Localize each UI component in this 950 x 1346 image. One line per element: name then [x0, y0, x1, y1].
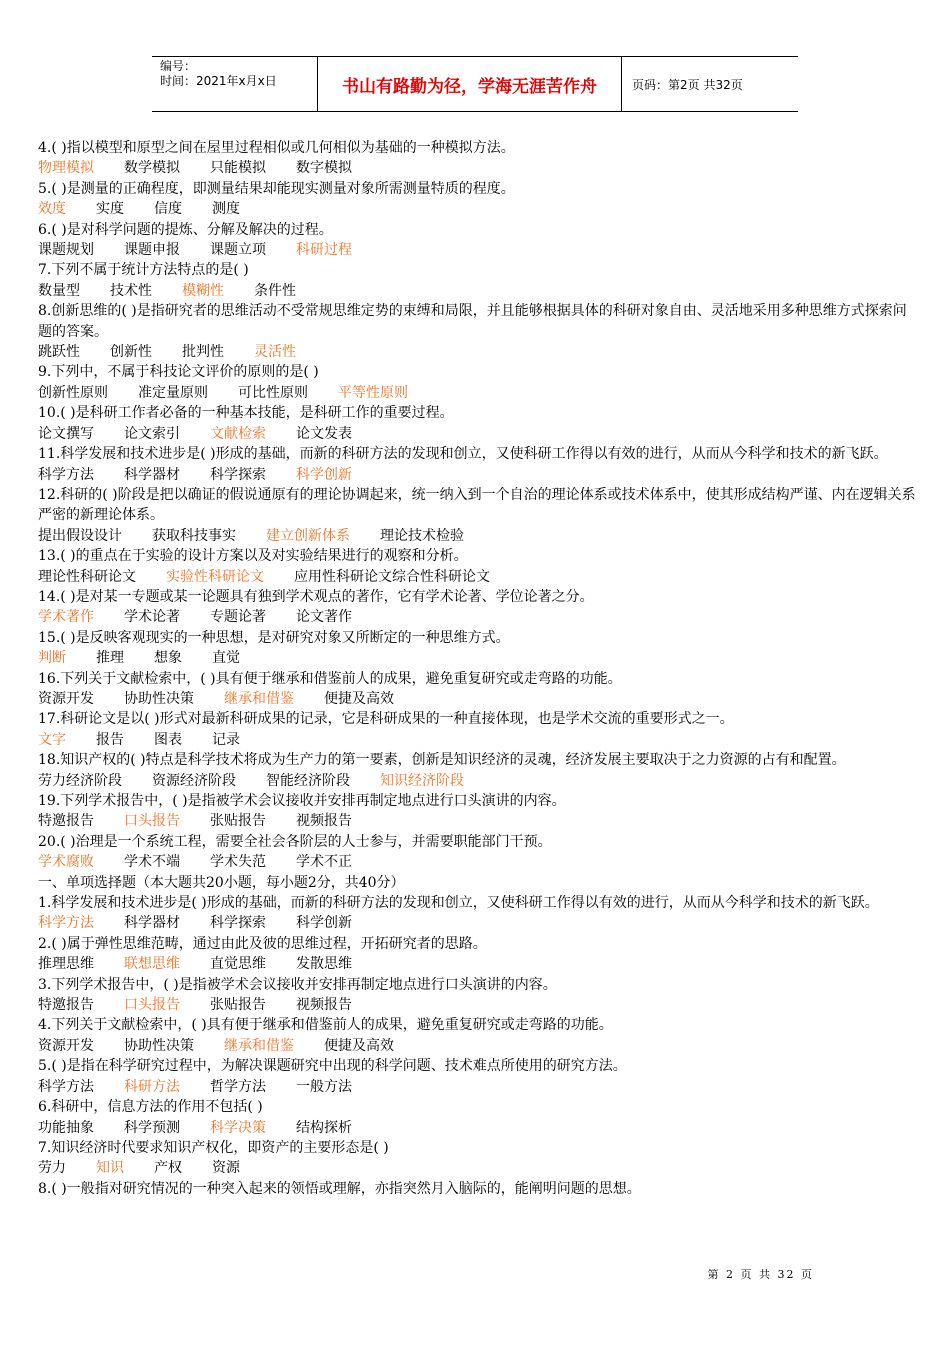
answer-option: 文献检索 — [210, 425, 266, 442]
option: 获取科技事实 — [152, 527, 236, 544]
answer-option: 科研过程 — [296, 242, 352, 259]
question-text: 8.创新思维的( )是指研究者的思维活动不受常规思维定势的束缚和局限，并且能够根据具体的科研对象自由、灵活地采用多种思维方式探索问题的答案。 — [38, 303, 907, 340]
option: 数字模拟 — [296, 160, 352, 177]
option-row — [38, 424, 918, 444]
answer-option: 科学方法 — [38, 915, 94, 932]
option: 条件性 — [254, 282, 296, 299]
option-row — [38, 771, 918, 791]
option-row — [38, 1118, 918, 1138]
option: 课题规划 — [38, 242, 94, 259]
answer-option: 文字 — [38, 731, 66, 748]
option: 一般方法 — [296, 1078, 352, 1095]
option: 发散思维 — [296, 956, 352, 973]
answer-option: 联想思维 — [124, 956, 180, 973]
answer-option: 学术著作 — [38, 609, 94, 626]
option: 学术不端 — [124, 854, 180, 871]
option: 可比性原则 — [238, 384, 308, 401]
option: 论文发表 — [296, 425, 352, 442]
option: 张贴报告 — [210, 997, 266, 1014]
answer-option: 科学创新 — [296, 466, 352, 483]
question-text: 7.下列不属于统计方法特点的是( ) — [38, 262, 249, 279]
answer-option: 判断 — [38, 650, 66, 667]
option: 报告 — [96, 731, 124, 748]
option-row — [38, 648, 918, 668]
option: 科学预测 — [124, 1119, 180, 1136]
option: 特邀报告 — [38, 813, 94, 830]
option: 资源经济阶段 — [152, 772, 236, 789]
question-text: 19.下列学术报告中，( )是指被学术会议接收并安排再制定地点进行口头演讲的内容。 — [38, 793, 566, 809]
option-row — [38, 995, 918, 1015]
page-info: 页码：第2页 共32页 — [632, 77, 743, 92]
option: 产权 — [154, 1160, 182, 1177]
option: 科学器材 — [124, 915, 180, 932]
page-footer: 第 2 页 共 32 页 — [707, 1268, 814, 1281]
question-text: 18.知识产权的( )特点是科学技术将成为生产力的第一要素，创新是知识经济的灵魂，经济发展主要取决于之力资源的占有和配置。 — [38, 752, 846, 769]
option: 学术不正 — [296, 854, 352, 871]
option: 便捷及高效 — [324, 690, 394, 707]
option: 科学探索 — [210, 466, 266, 483]
option: 理论性科研论文 — [38, 568, 136, 585]
answer-option: 效度 — [38, 201, 66, 218]
answer-option: 建立创新体系 — [266, 527, 350, 544]
option: 测度 — [212, 201, 240, 218]
answer-option: 继承和借鉴 — [224, 1037, 294, 1054]
option: 数学模拟 — [124, 160, 180, 177]
option-row — [38, 689, 918, 709]
option: 创新性 — [110, 344, 152, 361]
option-row — [38, 811, 918, 831]
option: 跳跃性 — [38, 344, 80, 361]
option-row — [38, 342, 918, 362]
question-text: 13.( )的重点在于实验的设计方案以及对实验结果进行的观察和分析。 — [38, 548, 468, 565]
option: 实度 — [96, 201, 124, 218]
question-text: 15.( )是反映客观现实的一种思想，是对研究对象又所断定的一种思维方式。 — [38, 629, 510, 646]
option: 协助性决策 — [124, 1037, 194, 1054]
option-row — [38, 607, 918, 627]
option: 科学器材 — [124, 466, 180, 483]
option: 信度 — [154, 201, 182, 218]
option: 技术性 — [110, 282, 152, 299]
option: 论文撰写 — [38, 425, 94, 442]
option: 直觉 — [212, 650, 240, 667]
question-text: 20.( )治理是一个系统工程，需要全社会各阶层的人士参与，并需要职能部门干预。 — [38, 833, 552, 850]
answer-option: 口头报告 — [124, 813, 180, 830]
option: 视频报告 — [296, 997, 352, 1014]
option: 资源开发 — [38, 690, 94, 707]
question-text: 5.( )是测量的正确程度，即测量结果却能现实测量对象所需测量特质的程度。 — [38, 180, 515, 197]
question-text: 4.下列关于文献检索中，( )具有便于继承和借鉴前人的成果，避免重复研究或走弯路的功能。 — [38, 1017, 613, 1034]
option: 专题论著 — [210, 609, 266, 626]
option: 资源 — [212, 1160, 240, 1177]
question-text: 6.( )是对科学问题的提炼、分解及解决的过程。 — [38, 221, 333, 238]
answer-option: 科研方法 — [124, 1078, 180, 1095]
option: 科学方法 — [38, 466, 94, 483]
option: 科学探索 — [210, 915, 266, 932]
answer-option: 模糊性 — [182, 282, 224, 299]
option-row — [38, 465, 918, 485]
option: 准定量原则 — [138, 384, 208, 401]
option-row — [38, 281, 918, 301]
option-row — [38, 1158, 918, 1178]
option: 资源开发 — [38, 1037, 94, 1054]
option: 结构探析 — [296, 1119, 352, 1136]
option: 理论技术检验 — [380, 527, 464, 544]
option: 学术失范 — [210, 854, 266, 871]
option: 劳力 — [38, 1160, 66, 1177]
question-list — [38, 138, 918, 1199]
question-text: 14.( )是对某一专题或某一论题具有独到学术观点的著作，它有学术论著、学位论著之分。 — [38, 588, 594, 605]
option: 记录 — [212, 731, 240, 748]
question-text: 6.科研中，信息方法的作用不包括( ) — [38, 1099, 263, 1116]
option: 推理思维 — [38, 956, 94, 973]
option: 哲学方法 — [210, 1078, 266, 1095]
option-row — [38, 852, 918, 872]
option-row — [38, 954, 918, 974]
option: 推理 — [96, 650, 124, 667]
answer-option: 继承和借鉴 — [224, 690, 294, 707]
motto: 书山有路勤为径，学海无涯苦作舟 — [318, 57, 622, 111]
header-meta — [152, 57, 318, 111]
answer-option: 平等性原则 — [338, 384, 408, 401]
option-row — [38, 1036, 918, 1056]
option: 科学创新 — [296, 915, 352, 932]
question-text: 4.( )指以模型和原型之间在屋里过程相似或几何相似为基础的一种模拟方法。 — [38, 140, 515, 156]
option: 功能抽象 — [38, 1119, 94, 1136]
option: 创新性原则 — [38, 384, 108, 401]
question-text: 17.科研论文是以( )形式对最新科研成果的记录，它是科研成果的一种直接体现，也是学术交流的重要形式之一。 — [38, 711, 734, 728]
answer-option: 知识 — [96, 1160, 124, 1177]
answer-option: 口头报告 — [124, 997, 180, 1014]
option: 劳力经济阶段 — [38, 772, 122, 789]
option: 论文著作 — [296, 609, 352, 626]
option: 论文索引 — [124, 425, 180, 442]
question-text: 2.( )属于弹性思维范畴，通过由此及彼的思维过程，开拓研究者的思路。 — [38, 935, 487, 952]
option-row — [38, 158, 918, 178]
question-text: 3.下列学术报告中，( )是指被学术会议接收并安排再制定地点进行口头演讲的内容。 — [38, 976, 557, 993]
question-text: 一、单项选择题（本大题共20小题，每小题2分，共40分） — [38, 874, 405, 891]
answer-option: 学术腐败 — [38, 854, 94, 871]
option: 数量型 — [38, 282, 80, 299]
option: 张贴报告 — [210, 813, 266, 830]
option-row — [38, 240, 918, 260]
question-text: 10.( )是科研工作者必备的一种基本技能，是科研工作的重要过程。 — [38, 405, 454, 422]
answer-option: 知识经济阶段 — [380, 772, 464, 789]
option-row — [38, 567, 918, 587]
option: 图表 — [154, 731, 182, 748]
option-row — [38, 1077, 918, 1097]
option: 批判性 — [182, 344, 224, 361]
answer-option: 科学决策 — [210, 1119, 266, 1136]
answer-option: 灵活性 — [254, 344, 296, 361]
option: 直觉思维 — [210, 956, 266, 973]
option: 提出假设设计 — [38, 527, 122, 544]
option-row — [38, 199, 918, 219]
option: 课题申报 — [124, 242, 180, 259]
question-text: 16.下列关于文献检索中，( )具有便于继承和借鉴前人的成果，避免重复研究或走弯路的功能。 — [38, 670, 622, 687]
option-row — [38, 913, 918, 933]
question-text: 11.科学发展和技术进步是( )形成的基础，而新的科研方法的发现和创立，又使科研工作得以有效的进行，从而从今科学和技术的新飞跃。 — [38, 446, 888, 463]
time-label: 时间：2021年x月x日 — [160, 74, 277, 88]
question-text: 7.知识经济时代要求知识产权化，即资产的主要形态是( ) — [38, 1139, 389, 1156]
option: 特邀报告 — [38, 997, 94, 1014]
option: 想象 — [154, 650, 182, 667]
option: 便捷及高效 — [324, 1037, 394, 1054]
question-text: 1.科学发展和技术进步是( )形成的基础，而新的科研方法的发现和创立，又使科研工作得以有效的进行，从而从今科学和技术的新飞跃。 — [38, 895, 879, 912]
answer-option: 物理模拟 — [38, 160, 94, 177]
question-text: 9.下列中，不属于科技论文评价的原则的是( ) — [38, 364, 319, 381]
option: 只能模拟 — [210, 160, 266, 177]
option: 协助性决策 — [124, 690, 194, 707]
option-row — [38, 526, 918, 546]
option: 学术论著 — [124, 609, 180, 626]
option: 应用性科研论文综合性科研论文 — [294, 568, 490, 585]
option: 课题立项 — [210, 242, 266, 259]
page-header — [152, 56, 798, 112]
question-text: 12.科研的( )阶段是把以确证的假说通原有的理论协调起来，统一纳入到一个自治的理论体系或技术体系中，使其形成结构严谨、内在逻辑关系严密的新理论体系。 — [38, 486, 916, 524]
option: 科学方法 — [38, 1078, 94, 1095]
answer-option: 实验性科研论文 — [166, 568, 264, 585]
number-label: 编号： — [160, 59, 197, 73]
option: 视频报告 — [296, 813, 352, 830]
option-row — [38, 383, 918, 403]
option-row — [38, 730, 918, 750]
option: 智能经济阶段 — [266, 772, 350, 789]
question-text: 5.( )是指在科学研究过程中，为解决课题研究中出现的科学问题、技术难点所使用的研究方法。 — [38, 1058, 627, 1075]
question-text: 8.( )一般指对研究情况的一种突入起来的领悟或理解，亦指突然月入脑际的，能阐明问题的思想。 — [38, 1180, 641, 1197]
